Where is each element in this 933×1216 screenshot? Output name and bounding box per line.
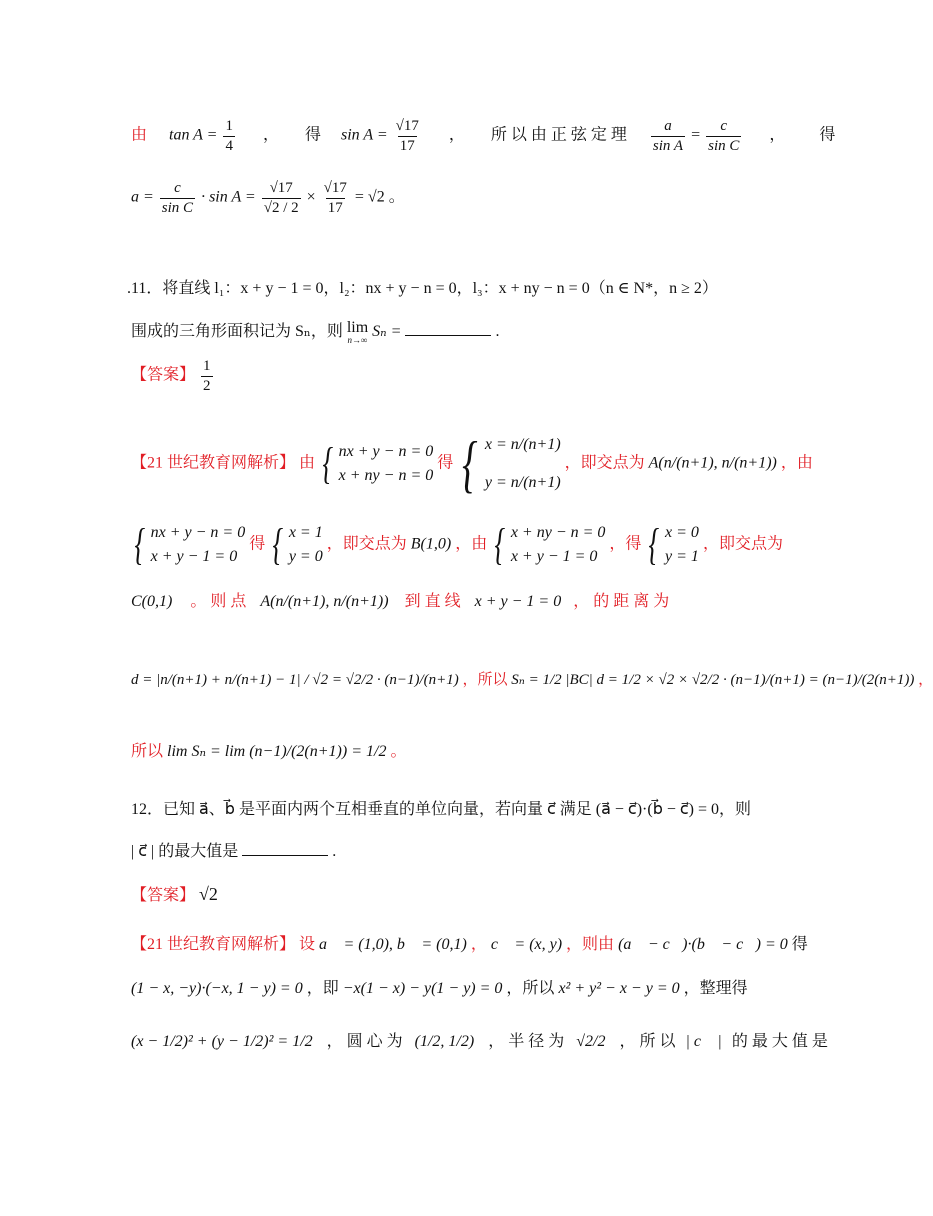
solution-system-1: { x = n/(n+1) y = n/(n+1) xyxy=(462,428,561,499)
q11-analysis-line3: C(0,1) 。 则 点 A(n/(n+1), n/(n+1)) 到 直 线 x + y − 1 = 0 ， 的 距 离 为 xyxy=(131,593,670,610)
analysis-label: 【21 世纪教育网解析】 xyxy=(131,936,296,953)
sin-expr: sin A = xyxy=(340,126,392,144)
distance-formula: d = |n/(n+1) + n/(n+1) − 1| / √2 = √2/2 · (n−1)/(n+1) xyxy=(131,672,459,688)
q12-analysis-line1: 【21 世纪教育网解析】 设 a⃗ = (1,0), b⃗ = (0,1) ， c⃗ = (x, y) ，则由 (a⃗ − c⃗)·(b⃗ − c⃗) = 0 得 xyxy=(131,936,808,953)
tan-expr: tan A = xyxy=(169,126,222,144)
q11-analysis-line1: 【21 世纪教育网解析】 由 { nx + y − n = 0 x + ny − n = 0 得 { x = n/(n+1) y = n/(n+1) ，即交点为 A(n/(n+1), n/(n+1)) ，由 xyxy=(131,426,730,502)
limit-result: lim Sₙ = lim (n−1)/(2(n+1)) = 1/2 xyxy=(167,743,387,760)
q12-analysis-line3: (x − 1/2)² + (y − 1/2)² = 1/2 ， 圆 心 为 (1/2, 1/2) ， 半 径 为 √2/2 ， 所 以 | c⃗ | 的 最 大 值 是 xyxy=(131,1033,828,1050)
q11-analysis-line2: { nx + y − n = 0 x + y − 1 = 0 得 { x = 1 y = 0 ，即交点为 B(1,0) ，由 { x + ny − n = 0 x + y − 1 = 0 ，得 { x = 0 y = 1 ，即交点为 xyxy=(134,520,783,569)
answer-blank xyxy=(405,321,491,336)
q11-analysis-line5: 所以 lim Sₙ = lim (n−1)/(2(n+1)) = 1/2 。 xyxy=(131,743,407,760)
area-formula: Sₙ = 1/2 |BC| d = 1/2 × √2 × √2/2 · (n−1)/(n+1) = (n−1)/(2(n+1)) xyxy=(511,672,915,688)
answer-value: $\frac{1}{2}$ xyxy=(203,358,211,394)
q11-stem-line1: .11．将直线 l₁：x + y − 1 = 0，l₂：nx + y − n = 0，l₃：x + ny − n = 0（n ∈ N*，n ≥ 2） xyxy=(127,280,718,297)
p10-line2: a = $\frac{c}{\text{sin C}}$ · sin A = $\frac{√17}{√2 / 2}$ × $\frac{√17}{17}$ = √2 。 xyxy=(131,180,405,216)
q12-stem-line1: 12．已知 a⃗、b⃗ 是平面内两个互相垂直的单位向量，若向量 c⃗ 满足 (a⃗ − c⃗)·(b⃗ − c⃗) = 0，则 xyxy=(131,801,752,818)
analysis-label: 【21 世纪教育网解析】 xyxy=(131,454,296,472)
q12-answer xyxy=(131,882,730,905)
answer-value: √2 xyxy=(199,884,218,904)
sin-fraction: $\frac{√17}{17}$ xyxy=(395,118,419,154)
sine-law-right: $\frac{c}{\text{sin C}}$ xyxy=(708,118,740,154)
equation-system-1: { nx + y − n = 0 x + ny − n = 0 xyxy=(322,439,434,488)
sine-law-left: $\frac{a}{\text{sin A}}$ xyxy=(652,118,684,154)
q11-analysis-line4: d = |n/(n+1) + n/(n+1) − 1| / √2 = √2/2 · (n−1)/(n+1) ，所以 Sₙ = 1/2 |BC| d = 1/2 × √2 × √2/2 · (n−1)/(n+1) = (n−1)/(2(n+1)) ， xyxy=(131,672,933,688)
answer-blank xyxy=(242,841,328,856)
limit-operator: lim n→∞ xyxy=(346,318,369,345)
answer-label: 【答案】 xyxy=(131,366,196,384)
q11-answer xyxy=(131,358,730,394)
word-you: 由 xyxy=(131,126,148,144)
q12-analysis-line2: (1 − x, −y)·(−x, 1 − y) = 0 ，即 −x(1 − x) − y(1 − y) = 0 ，所以 x² + y² − x − y = 0 ，整理得 xyxy=(131,980,748,997)
q12-stem-line2: | c⃗ | 的最大值是 . xyxy=(131,843,337,860)
q11-stem-line2: 围成的三角形面积记为 Sₙ，则 lim n→∞ Sₙ = . xyxy=(131,318,500,345)
p10-line1: 由 tan A = $\frac{1}{4}$ ， 得 sin A = $\frac{√17}{17}$ ， 所 以 由 正 弦 定 理 $\frac{a}{\text{sin A}}$ = $\frac{c}{\text{sin C}}$ ， 得 xyxy=(131,118,836,154)
tan-fraction: $\frac{1}{4}$ xyxy=(225,118,233,154)
answer-label: 【答案】 xyxy=(131,887,196,904)
